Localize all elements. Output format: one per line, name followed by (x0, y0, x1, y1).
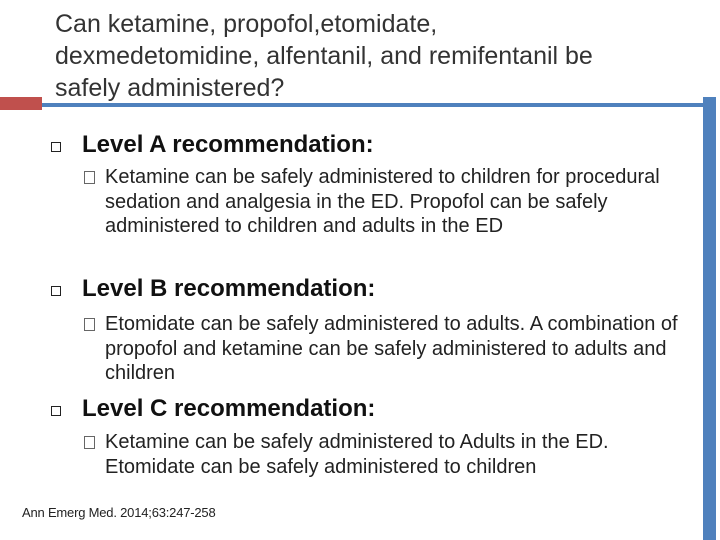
citation: Ann Emerg Med. 2014;63:247-258 (22, 505, 216, 520)
title-underline-blue-bar (42, 103, 708, 107)
title-accent-red-bar (0, 97, 42, 110)
slide-title: Can ketamine, propofol,etomidate, dexmedetomidine, alfentanil, and remifentanil be safely administered? (55, 10, 593, 102)
sub-bullet-icon (84, 171, 95, 184)
level-c-heading: Level C recommendation: (82, 395, 376, 422)
sub-bullet-icon (84, 436, 95, 449)
level-a-heading: Level A recommendation: (82, 131, 374, 158)
sub-bullet-icon (84, 318, 95, 331)
level-b-heading: Level B recommendation: (82, 275, 376, 302)
level-b-text: Etomidate can be safely administered to adults. A combination of propofol and ketamine can be safely administered to adults and children (105, 313, 678, 384)
bullet-square-icon (51, 286, 61, 296)
bullet-square-icon (51, 142, 61, 152)
level-a-text: Ketamine can be safely administered to children for procedural sedation and analgesia in the ED. Propofol can be safely administered to children and adults in the ED (105, 166, 660, 237)
level-c-text: Ketamine can be safely administered to Adults in the ED. Etomidate can be safely administered to children (105, 431, 609, 478)
right-vertical-blue-bar (703, 97, 716, 540)
bullet-square-icon (51, 406, 61, 416)
